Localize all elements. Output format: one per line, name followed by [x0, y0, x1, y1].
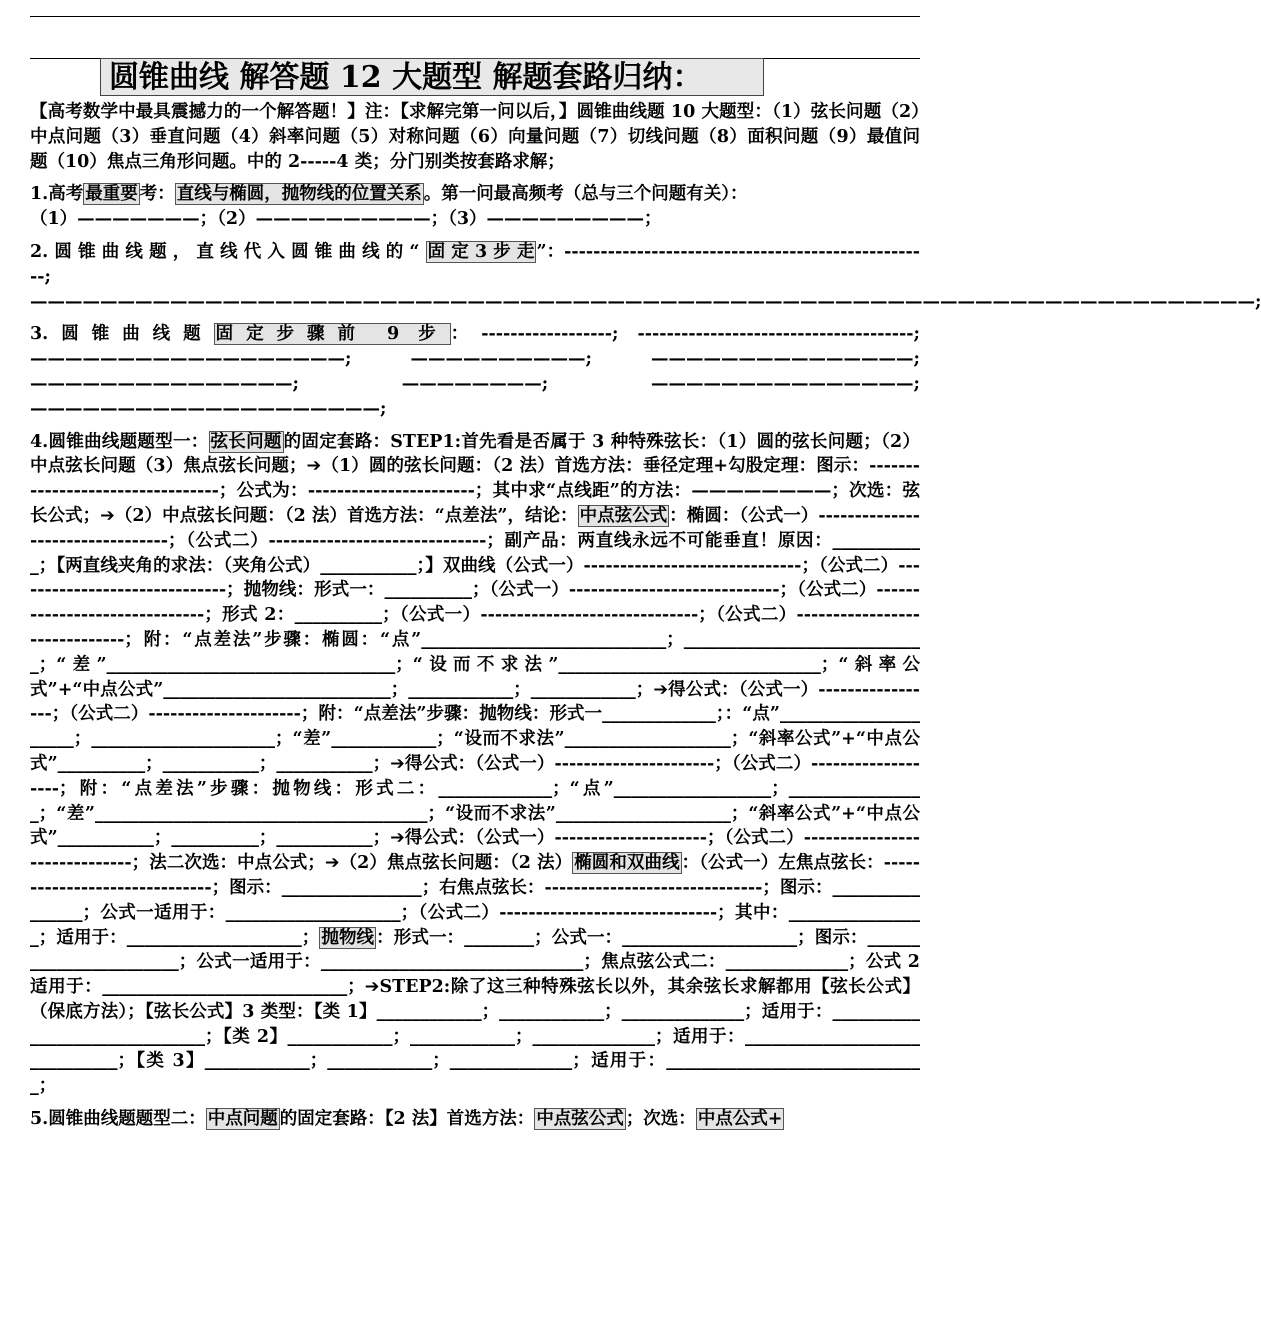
top-rule: [30, 16, 920, 17]
section-3: [30, 322, 920, 421]
highlight-midpoint-formula: 中点公式+: [697, 1109, 783, 1130]
page-title: 圆锥曲线 解答题 12 大题型 解题套路归纳：: [100, 58, 764, 96]
section-4-text-f: 得公式：（公式一）-----------------；（公式二）---------------------；附：“点差法”步骤：抛物线：形式一_____________；：“点”_____________________；_____________________；“差”____________；“设而不求法”___________________；“斜率公式”+“中点公式”__________；___________；___________；: [30, 679, 920, 774]
section-5-text-a: 5.圆锥曲线题题型二：: [30, 1109, 206, 1130]
arrow-right-icon: ➔: [653, 679, 668, 700]
highlight-first-nine-steps: 固定步骤前 9 步: [215, 324, 449, 345]
section-4-text-e: ：椭圆：（公式一）---------------------------------；（公式二）------------------------------；副产品：两直线永远不可能垂直！原因：___________；【两直线夹角的求法：（夹角公式）___________；】双曲线（公式一）------------------------------；（公式二）------------------------------；抛物线：形式一：__________；（公式一）-----------------------------；（公式二）------------------------------；形式 2：__________；（公式一）------------------------------；（公式二）------------------------------；附：“点差法”步骤：椭圆：“点”____________________________；____________________________；“差”_________________________________；“设而不求法”______________________________；“斜率公式”+“中点公式”__________________________；____________；____________；: [30, 505, 921, 700]
section-4-text-j: ：（公式一）左焦点弦长：------------------------------；图示：________________；右焦点弦长：------------------------------；图示：________________；公式一适用于：____________________；（公式二）------------------------------；其中：________________；适用于：____________________；: [30, 853, 921, 948]
section-1-text-b: 考：: [139, 184, 175, 205]
intro-paragraph: 【高考数学中最具震撼力的一个解答题！】注：【求解完第一问以后，】圆锥曲线题 10 大题型：（1）弦长问题（2）中点问题（3）垂直问题（4）斜率问题（5）对称问题（6）向量问题（7）切线问题（8）面积问题（9）最值问题（10）焦点三角形问题。中的 2-----4 类；分门别类按套路求解；: [30, 102, 920, 172]
highlight-fixed-three-steps: 固 定 3 步 走: [427, 241, 535, 262]
section-5-text-b: 的固定套路：【2 法】首选方法：: [279, 1109, 535, 1130]
highlight-midpoint-chord-formula: 中点弦公式: [579, 505, 668, 526]
arrow-right-icon: ➔: [100, 505, 115, 526]
section-4-text-c: （1）圆的弦长问题：（2 法）首选方法：垂径定理+勾股定理：图示：---------------------------------；公式为：-----------------------；其中求“点线距”的方法：————————；次选：弦长公式；: [30, 456, 920, 526]
highlight-ellipse-hyperbola: 椭圆和双曲线: [574, 853, 680, 874]
section-4-text-i: （2）焦点弦长问题：（2 法）: [339, 853, 573, 874]
section-2: [30, 240, 1261, 314]
section-4-text-g: 得公式：（公式一）----------------------；（公式二）-------------------；附：“点差法”步骤：抛物线：形式二：_____________；“点”__________________；________________；“差”______________________________________；“设而不求法”____________________；“斜率公式”+“中点公式”___________；__________；___________；: [30, 753, 920, 849]
arrow-right-icon: ➔: [364, 977, 380, 998]
section-4-text-a: 4.圆锥曲线题题型一：: [30, 431, 209, 452]
highlight-parabola: 抛物线: [321, 927, 375, 948]
arrow-right-icon: ➔: [390, 753, 405, 774]
arrow-right-icon: ➔: [324, 853, 340, 874]
highlight-midpoint-chord-formula-2: 中点弦公式: [536, 1109, 624, 1130]
section-1-text-a: 1.高考: [30, 184, 84, 205]
highlight-midpoint-problem: 中点问题: [207, 1109, 278, 1130]
highlight-chord-length: 弦长问题: [210, 431, 282, 452]
section-3-text-b: ：------------------; --------------------------------------; ——————————————————; ——————————; ———————————————; ———————————————; ————————; ———————————————; ————————————————————;: [30, 324, 920, 419]
highlight-most-important: 最重要: [85, 184, 138, 205]
section-1-text-c: 。第一问最高频考（总与三个问题有关）：: [423, 184, 748, 205]
section-3-text-a: 3.圆锥曲线题: [30, 324, 214, 345]
section-2-text-a: 2. 圆 锥 曲 线 题 ， 直 线 代 入 圆 锥 曲 线 的 “: [30, 241, 426, 262]
section-4-text-d: （2）中点弦长问题：（2 法）首选方法：“点差法”，结论：: [114, 505, 578, 526]
document-body: [30, 100, 1261, 1132]
section-4-text-h: 得公式：（公式一）---------------------；（公式二）------------------------------；法二次选：中点公式；: [30, 828, 920, 874]
section-4: [30, 430, 920, 1100]
section-1: [30, 182, 920, 232]
highlight-line-conic-relation: 直线与椭圆，抛物线的位置关系: [176, 184, 422, 205]
section-2-text-b: ”：---------------------------------------------------; ——————————————————————————————————————————————————————————————————————;: [30, 241, 1261, 312]
section-1-blanks: （1）———————；（2）——————————；（3）—————————；: [30, 209, 662, 230]
section-5: [30, 1107, 920, 1132]
section-5-text-c: ；次选：: [625, 1109, 696, 1130]
section-4-text-b: 的固定套路：STEP1:首先看是否属于 3 种特殊弦长：（1）圆的弦长问题；（2）中点弦长问题（3）焦点弦长问题；: [30, 431, 920, 477]
section-4-text-l: STEP2:除了这三种特殊弦长以外，其余弦长求解都用【弦长公式】（保底方法）；【弦长公式】3 类型：【类 1】____________；____________；______________；适用于：______________________________；【类 2】____________；____________；______________；适用于：______________________________；【类 3】____________；____________；______________；适用于：______________________________；: [30, 977, 921, 1097]
arrow-right-icon: ➔: [306, 456, 322, 477]
section-4-text-k: ：形式一：________；公式一：____________________；图示：_______________________；公式一适用于：______________________________；焦点弦公式二：______________；公式 2 适用于：____________________________；: [30, 927, 921, 998]
arrow-right-icon: ➔: [390, 828, 405, 849]
